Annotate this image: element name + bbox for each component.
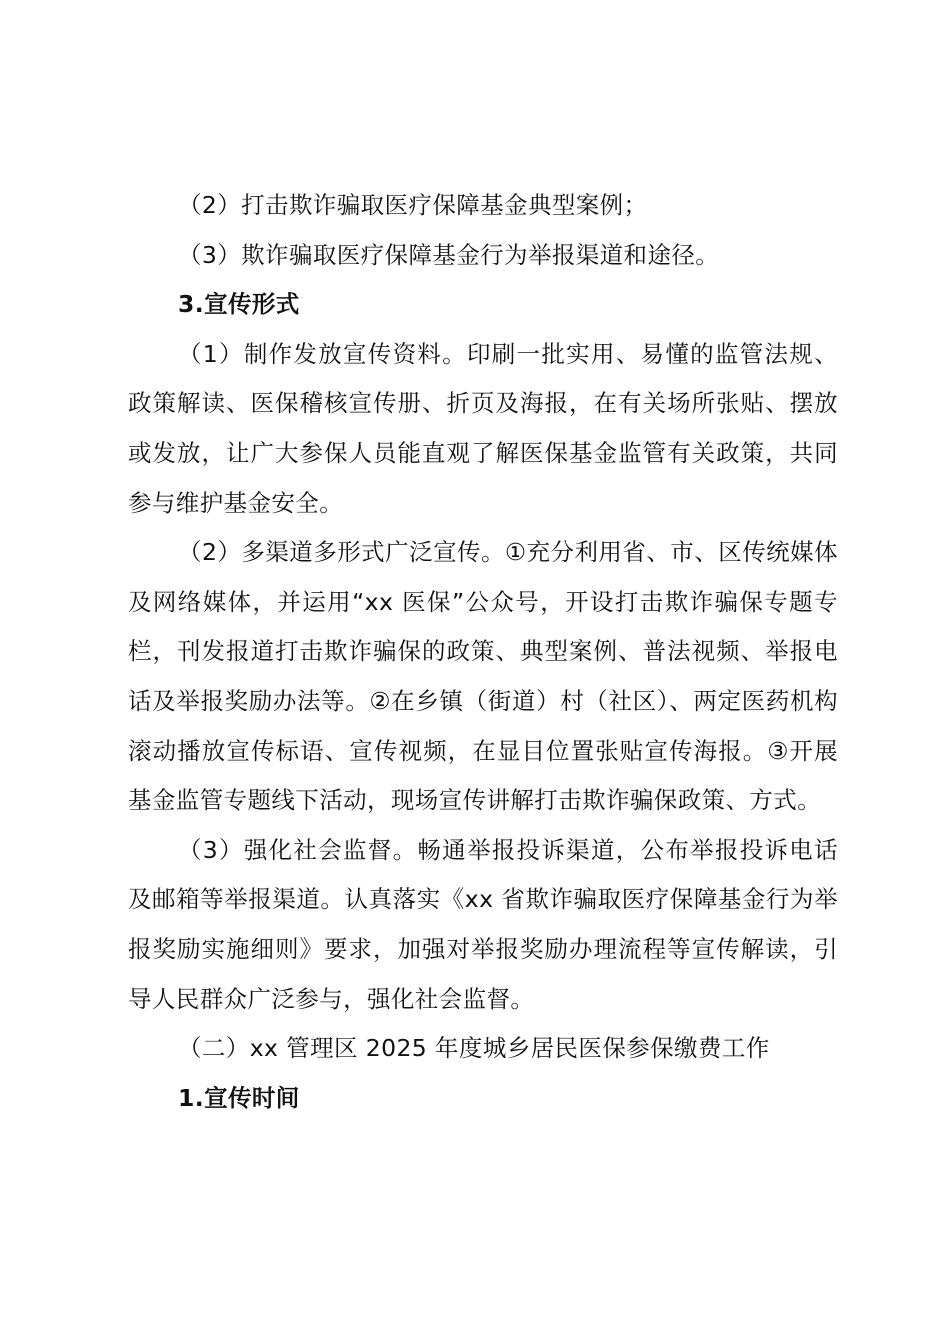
section-heading-publicity-time: 1.宣传时间: [178, 1083, 300, 1112]
document-body: [128, 181, 838, 1123]
paragraph-insurance-enrollment: （二）xx 管理区 2025 年度城乡居民医保参保缴费工作: [178, 1034, 770, 1063]
list-item-report-channels: （3）欺诈骗取医疗保障基金行为举报渠道和途径。: [178, 240, 720, 269]
paragraph-print-materials: （1）制作发放宣传资料。印刷一批实用、易懂的监管法规、政策解读、医保稽核宣传册、折页及海报，在有关场所张贴、摆放或发放，让广大参保人员能直观了解医保基金监管有关政策，共同参与维护基金安全。: [128, 339, 838, 517]
section-heading-publicity-form: 3.宣传形式: [178, 290, 300, 319]
paragraph-social-supervision: （3）强化社会监督。畅通举报投诉渠道，公布举报投诉电话及邮箱等举报渠道。认真落实《xx 省欺诈骗取医疗保障基金行为举报奖励实施细则》要求，加强对举报奖励办理流程等宣传解读，引导人民群众广泛参与，强化社会监督。: [128, 835, 838, 1013]
list-item-typical-cases: （2）打击欺诈骗取医疗保障基金典型案例；: [178, 191, 648, 219]
paragraph-multichannel-publicity: （2）多渠道多形式广泛宣传。①充分利用省、市、区传统媒体及网络媒体，并运用“xx 医保”公众号，开设打击欺诈骗保专题专栏，刊发报道打击欺诈骗保的政策、典型案例、普法视频、举报电话及举报奖励办法等。②在乡镇（街道）村（社区）、两定医药机构滚动播放宣传标语、宣传视频，在显目位置张贴宣传海报。③开展基金监管专题线下活动，现场宣传讲解打击欺诈骗保政策、方式。: [128, 538, 838, 815]
